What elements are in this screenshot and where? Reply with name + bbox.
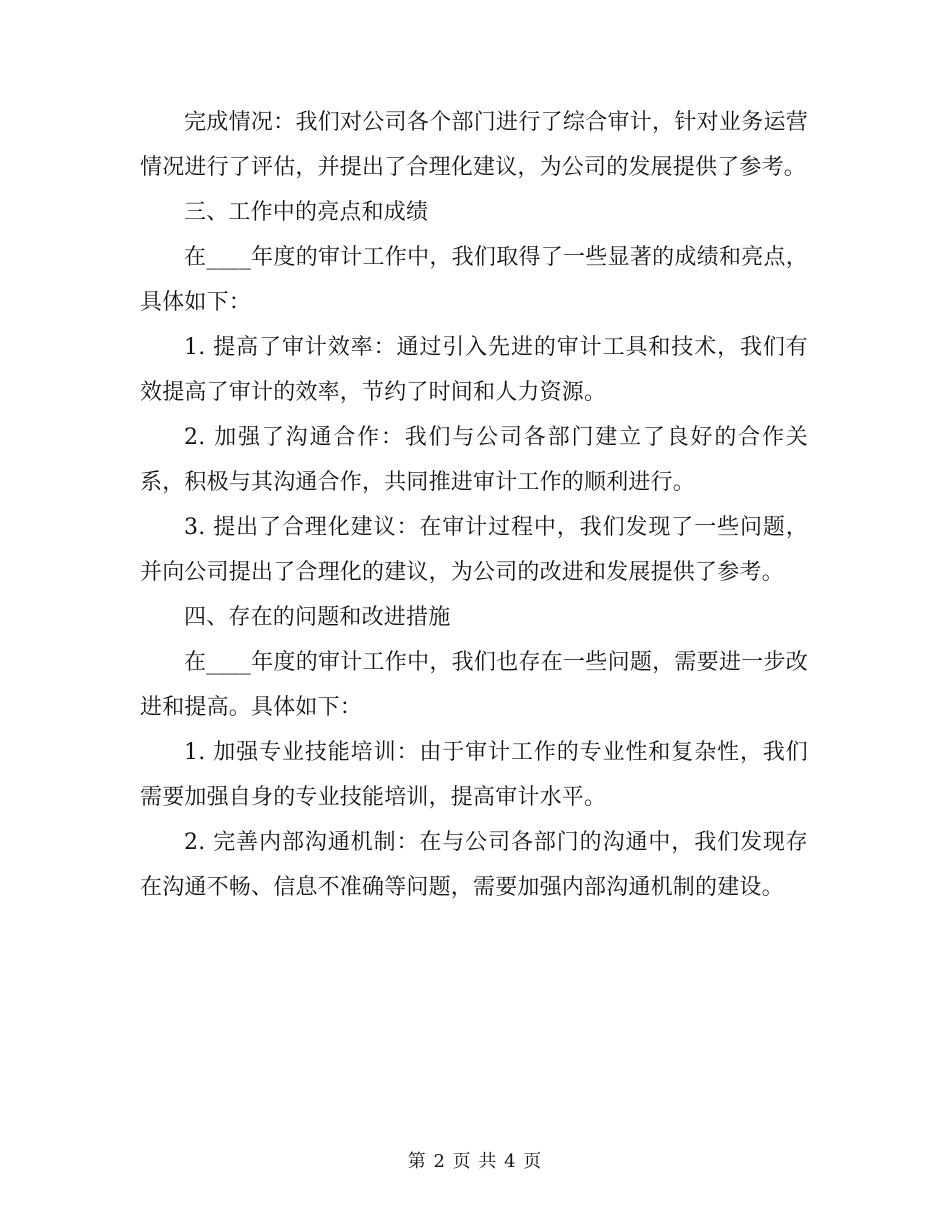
list-item-communication: 2. 加强了沟通合作：我们与公司各部门建立了良好的合作关系，积极与其沟通合作，共同推进审计工作的顺利进行。: [140, 425, 808, 495]
page-number-footer: 第 2 页 共 4 页: [407, 1151, 543, 1172]
paragraph-problems-intro: 在____年度的审计工作中，我们也存在一些问题，需要进一步改进和提高。具体如下：: [140, 650, 808, 720]
section-heading-highlights: 三、工作中的亮点和成绩: [184, 200, 429, 225]
paragraph-completion-status: 完成情况：我们对公司各个部门进行了综合审计，针对业务运营情况进行了评估，并提出了合理化建议，为公司的发展提供了参考。: [140, 110, 808, 180]
list-item-internal-communication: 2. 完善内部沟通机制：在与公司各部门的沟通中，我们发现存在沟通不畅、信息不准确等问题，需要加强内部沟通机制的建设。: [140, 830, 808, 900]
list-item-efficiency: 1. 提高了审计效率：通过引入先进的审计工具和技术，我们有效提高了审计的效率，节约了时间和人力资源。: [140, 335, 808, 405]
document-body: [140, 100, 808, 910]
list-item-training: 1. 加强专业技能培训：由于审计工作的专业性和复杂性，我们需要加强自身的专业技能培训，提高审计水平。: [140, 740, 808, 810]
paragraph-highlights-intro: 在____年度的审计工作中，我们取得了一些显著的成绩和亮点，具体如下：: [140, 245, 808, 315]
list-item-suggestions: 3. 提出了合理化建议：在审计过程中，我们发现了一些问题，并向公司提出了合理化的建议，为公司的改进和发展提供了参考。: [140, 515, 808, 585]
section-heading-problems: 四、存在的问题和改进措施: [184, 605, 451, 630]
